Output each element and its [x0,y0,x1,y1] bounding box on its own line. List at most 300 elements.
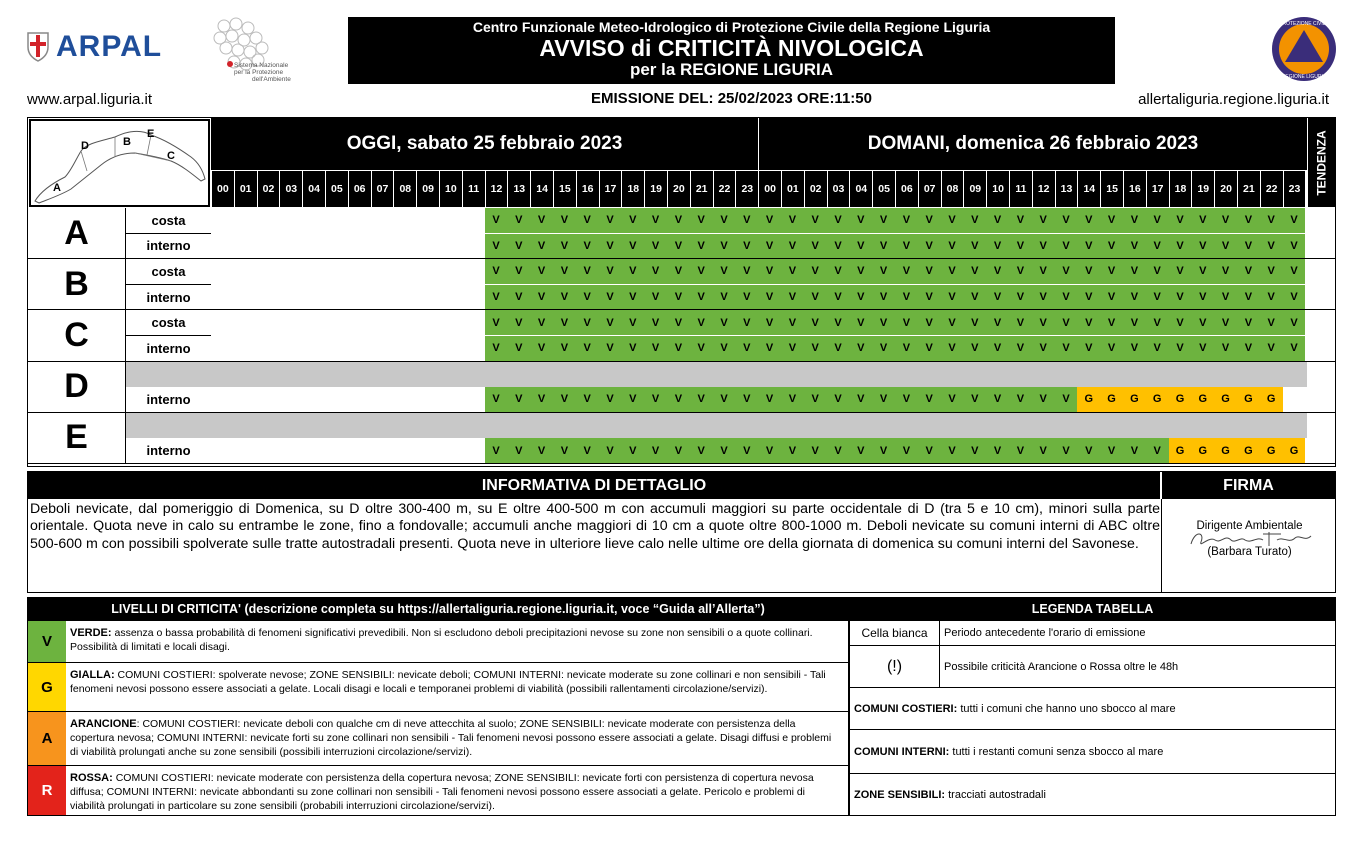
forecast-cell: V [1214,285,1237,310]
forecast-cell: V [895,234,918,259]
forecast-cell: V [485,310,508,335]
forecast-cell: V [1146,310,1169,335]
forecast-cell [279,259,302,284]
forecast-cell: V [1009,208,1032,233]
forecast-cell: V [576,310,599,335]
forecast-cell: V [735,336,758,361]
forecast-cell [371,285,394,310]
forecast-cell: V [735,234,758,259]
forecast-row [211,259,1307,284]
firma-heading: FIRMA [1162,472,1335,499]
forecast-cell [439,336,462,361]
forecast-cell: V [1123,208,1146,233]
forecast-cell [211,438,234,463]
forecast-cell: V [667,208,690,233]
forecast-cell [416,234,439,259]
forecast-cell: V [1283,259,1306,284]
forecast-cell: V [1032,285,1055,310]
forecast-cell [393,285,416,310]
forecast-cell: V [553,438,576,463]
forecast-cell [462,438,485,463]
forecast-cell [439,259,462,284]
forecast-cell: V [507,387,530,412]
hour-header: 09 [416,171,439,207]
forecast-cell: V [1077,310,1100,335]
forecast-cell: V [1032,259,1055,284]
legend-key: COMUNI INTERNI: [854,745,950,758]
level-row [27,766,849,816]
hour-header: 04 [302,171,325,207]
forecast-cell: V [895,285,918,310]
day-tomorrow: DOMANI, domenica 26 febbraio 2023 [759,118,1307,170]
forecast-cell [257,310,280,335]
forecast-cell: G [1077,387,1100,412]
hour-header: 14 [530,171,553,207]
forecast-cell: V [1169,234,1192,259]
forecast-cell [348,438,371,463]
forecast-cell: V [485,259,508,284]
level-code: A [28,712,66,765]
forecast-cell: V [918,259,941,284]
forecast-cell [439,310,462,335]
forecast-cell: V [485,438,508,463]
hour-header: 11 [1009,171,1032,207]
svg-text:B: B [123,136,131,148]
forecast-cell: V [1055,387,1078,412]
forecast-cell: V [758,259,781,284]
forecast-cell: V [827,336,850,361]
forecast-cell: V [918,336,941,361]
forecast-cell: V [735,310,758,335]
forecast-cell: V [690,208,713,233]
forecast-row [211,336,1307,361]
forecast-cell: V [667,285,690,310]
forecast-cell: V [530,387,553,412]
title-banner [348,17,1115,84]
forecast-cell [325,438,348,463]
level-text: assenza o bassa probabilità di fenomeni significativi prevedibili. Non si escludono deboli precipitazioni nevose su zone non sensibili o a quote collinari. Possibilità di limitati e locali disagi. [70,627,813,654]
forecast-cell: V [804,438,827,463]
level-text: COMUNI COSTIERI: nevicate moderate con persistenza della copertura nevosa; ZONE SENSIBILI: nevicate forti con persistenza di copertura nevosa diffusa; COMUNI INTERNI: nevicate abbondanti su zone collinari non sensibili - Tali fenomeni nevosi possono essere associati a gelate. Pericolo e problemi di viabilità prolungati in particolare su zone sensibili (probabili interruzioni circolazione/servizi). [70,772,814,813]
forecast-cell: V [1123,310,1146,335]
forecast-cell: V [804,208,827,233]
forecast-cell: V [507,310,530,335]
forecast-cell: V [644,285,667,310]
hour-header: 01 [781,171,804,207]
forecast-cell: V [872,285,895,310]
zone-subarea-label: costa [126,310,211,336]
title-line-3: per la REGIONE LIGURIA [629,60,834,79]
forecast-cell [211,208,234,233]
svg-text:REGIONE LIGURIA: REGIONE LIGURIA [1281,74,1327,80]
forecast-cell: V [1146,285,1169,310]
forecast-cell: V [621,438,644,463]
forecast-cell [234,438,257,463]
forecast-cell: V [872,336,895,361]
forecast-cell: V [1169,208,1192,233]
legend-key: COMUNI COSTIERI: [854,702,958,715]
forecast-cell: V [599,259,622,284]
hour-header: 00 [758,171,781,207]
forecast-cell: G [1260,438,1283,463]
forecast-cell: V [621,336,644,361]
forecast-cell [393,310,416,335]
forecast-cell [257,208,280,233]
hour-header: 23 [1283,171,1306,207]
forecast-cell: V [1032,310,1055,335]
grey-row [126,362,1307,388]
svg-text:Sistema Nazionale: Sistema Nazionale [234,62,289,69]
forecast-cell: V [941,310,964,335]
zone-subarea-label: interno [126,285,211,311]
forecast-cell: G [1169,387,1192,412]
forecast-cell [302,285,325,310]
svg-text:A: A [53,182,61,194]
forecast-cell: V [963,336,986,361]
forecast-cell: V [485,336,508,361]
svg-text:E: E [147,128,155,140]
forecast-cell: V [507,336,530,361]
forecast-cell: G [1146,387,1169,412]
forecast-cell: V [1283,234,1306,259]
forecast-cell: V [1260,234,1283,259]
hour-header: 12 [1032,171,1055,207]
forecast-cell: V [1100,310,1123,335]
forecast-cell: V [1009,336,1032,361]
forecast-cell: V [507,285,530,310]
forecast-cell: V [690,310,713,335]
title-line-2: AVVISO di CRITICITÀ NIVOLOGICA [539,35,924,61]
hour-header: 20 [667,171,690,207]
forecast-cell [1283,387,1306,412]
forecast-cell: V [1146,336,1169,361]
forecast-cell: G [1191,438,1214,463]
forecast-cell: V [1055,310,1078,335]
forecast-cell: V [1260,208,1283,233]
forecast-cell: V [1191,285,1214,310]
forecast-cell [393,438,416,463]
forecast-cell: V [941,259,964,284]
level-description [66,712,848,765]
forecast-cell: V [941,234,964,259]
forecast-cell: V [713,208,736,233]
forecast-cell: V [849,259,872,284]
arpal-logo [26,30,162,64]
forecast-cell [462,310,485,335]
info-text: Deboli nevicate, dal pomeriggio di Domenica, su D oltre 300-400 m, su E oltre 400-500 m con accumuli maggiori su parte occidentale di D (tra 5 e 10 cm), minori sulla parte orientale. Quota neve in calo su entrambe le zone, fino a fondovalle; accumuli anche maggiori di 10 cm a quote oltre 800-1000 m. Deboli nevicate su comuni interni di ABC oltre 500-600 m con possibili spolverate sulle tratte autostradali presenti. Quota neve in ulteriore lieve calo nelle ultime ore della giornata di domenica su comuni interni del Savonese. [30,501,1160,552]
protezione-civile-logo [1271,16,1337,82]
forecast-cell: V [1055,336,1078,361]
forecast-cell: V [553,259,576,284]
snpa-logo [212,16,322,82]
zone-subarea-label: interno [126,336,211,362]
forecast-cell: V [644,387,667,412]
forecast-cell [234,336,257,361]
forecast-cell: V [1169,285,1192,310]
forecast-row [211,438,1307,463]
svg-text:C: C [167,150,175,162]
forecast-cell [348,336,371,361]
forecast-cell: V [667,259,690,284]
hour-header: 05 [325,171,348,207]
forecast-cell: V [507,208,530,233]
forecast-cell [416,387,439,412]
forecast-cell [325,285,348,310]
forecast-cell [279,387,302,412]
zone-subarea-label: costa [126,259,211,285]
forecast-cell: V [553,336,576,361]
allerta-url[interactable]: allertaliguria.regione.liguria.it [1138,91,1329,108]
forecast-cell: V [895,336,918,361]
forecast-cell [257,234,280,259]
forecast-cell [211,336,234,361]
forecast-cell: V [644,438,667,463]
hour-header: 16 [1123,171,1146,207]
forecast-cell: V [1032,336,1055,361]
forecast-cell: V [781,336,804,361]
forecast-cell: V [849,438,872,463]
forecast-cell: V [849,285,872,310]
forecast-cell [279,438,302,463]
forecast-cell [462,336,485,361]
forecast-cell: V [827,285,850,310]
forecast-cell: V [986,438,1009,463]
forecast-cell: V [918,310,941,335]
forecast-cell: V [599,336,622,361]
forecast-cell: V [918,208,941,233]
forecast-cell: V [1032,234,1055,259]
forecast-cell: V [713,438,736,463]
forecast-cell: V [1077,285,1100,310]
forecast-cell: V [781,438,804,463]
hour-header: 18 [621,171,644,207]
forecast-cell [439,285,462,310]
forecast-cell [302,438,325,463]
forecast-cell: V [963,208,986,233]
forecast-cell: V [1032,208,1055,233]
hour-header: 21 [1237,171,1260,207]
forecast-row [211,234,1307,259]
forecast-cell: V [690,285,713,310]
forecast-cell: V [758,438,781,463]
forecast-cell: V [1283,310,1306,335]
forecast-cell [462,234,485,259]
forecast-cell: V [1123,285,1146,310]
forecast-cell: V [827,208,850,233]
hour-header: 22 [713,171,736,207]
forecast-cell: G [1123,387,1146,412]
forecast-cell: V [895,310,918,335]
forecast-cell: V [941,285,964,310]
forecast-cell: V [1055,234,1078,259]
forecast-cell [393,336,416,361]
forecast-cell: V [918,234,941,259]
forecast-cell: V [781,234,804,259]
level-description [66,621,848,662]
forecast-cell: V [667,336,690,361]
forecast-cell [416,310,439,335]
forecast-cell: V [553,285,576,310]
forecast-cell [416,208,439,233]
forecast-cell [371,259,394,284]
forecast-cell: V [621,234,644,259]
forecast-cell: V [1009,234,1032,259]
forecast-cell: V [1146,208,1169,233]
hour-header: 14 [1077,171,1100,207]
forecast-cell: V [1055,208,1078,233]
forecast-cell: V [827,234,850,259]
forecast-cell: V [576,208,599,233]
forecast-cell [462,387,485,412]
forecast-cell: V [849,234,872,259]
forecast-cell: V [735,285,758,310]
forecast-cell [371,234,394,259]
forecast-cell: V [1283,336,1306,361]
forecast-cell: V [804,387,827,412]
legend-criticita [849,646,1336,688]
hour-header: 07 [371,171,394,207]
hour-header: 23 [735,171,758,207]
forecast-cell: V [1214,336,1237,361]
forecast-cell: V [530,285,553,310]
hour-header: 12 [485,171,508,207]
forecast-cell [416,285,439,310]
hour-header: 04 [849,171,872,207]
forecast-cell: V [986,234,1009,259]
forecast-cell [302,259,325,284]
forecast-cell [348,387,371,412]
hour-header: 15 [1100,171,1123,207]
forecast-cell: V [1260,285,1283,310]
emission-date: EMISSIONE DEL: 25/02/2023 ORE:11:50 [591,90,872,107]
forecast-cell [302,310,325,335]
hour-header: 05 [872,171,895,207]
hour-header: 21 [690,171,713,207]
level-row [27,712,849,766]
level-code: G [28,663,66,711]
svg-text:D: D [81,140,89,152]
forecast-cell: V [576,234,599,259]
forecast-cell [462,259,485,284]
legend-cella-bianca [849,621,1336,646]
forecast-cell: V [713,234,736,259]
forecast-cell: V [1191,310,1214,335]
forecast-cell: V [1077,438,1100,463]
hour-header: 17 [1146,171,1169,207]
forecast-cell: V [599,285,622,310]
forecast-row [211,387,1307,412]
forecast-cell: V [849,310,872,335]
forecast-cell: V [895,208,918,233]
forecast-cell [371,310,394,335]
hour-header: 02 [804,171,827,207]
zone-letter: D [28,362,126,413]
forecast-cell [371,438,394,463]
forecast-cell: V [781,259,804,284]
forecast-cell: G [1237,387,1260,412]
forecast-cell [348,208,371,233]
forecast-cell [211,387,234,412]
forecast-cell: V [530,310,553,335]
forecast-cell: V [644,310,667,335]
legend-key: (!) [850,646,940,687]
level-code: V [28,621,66,662]
forecast-cell: V [1009,387,1032,412]
forecast-cell: V [918,285,941,310]
forecast-cell: V [1237,285,1260,310]
legend-heading: LEGENDA TABELLA [849,597,1336,621]
forecast-cell: V [758,336,781,361]
forecast-cell: V [507,259,530,284]
arpal-url[interactable]: www.arpal.liguria.it [27,91,153,108]
svg-text:dell'Ambiente: dell'Ambiente [252,76,291,82]
level-text: : COMUNI COSTIERI: nevicate deboli con qualche cm di neve attecchita al suolo; ZONE SENSIBILI: nevicate moderate con persistenza della copertura nevosa; COMUNI INTERNI: nevicate forti su zone collinari non sensibili - Tali fenomeni nevosi possono essere associati a gelate. Disagi diffusi e problemi di viabilità prolungati anche su zone sensibili (possibili interruzioni circolazione/servizi). [70,718,832,759]
forecast-cell: V [530,259,553,284]
forecast-cell [302,336,325,361]
forecast-cell [325,310,348,335]
forecast-cell [257,438,280,463]
forecast-cell: V [1260,310,1283,335]
forecast-cell: V [849,336,872,361]
level-title: ARANCIONE [70,718,137,730]
forecast-cell: V [1237,259,1260,284]
forecast-cell: V [667,387,690,412]
zone-letter: E [28,413,126,464]
forecast-cell: V [941,336,964,361]
forecast-cell: V [1214,208,1237,233]
forecast-cell: V [553,310,576,335]
forecast-cell: V [1123,234,1146,259]
forecast-cell: V [986,259,1009,284]
forecast-cell [393,234,416,259]
forecast-cell: V [713,285,736,310]
forecast-cell: V [1283,285,1306,310]
forecast-cell: V [599,387,622,412]
forecast-cell [211,259,234,284]
forecast-cell: V [1055,438,1078,463]
forecast-cell [371,208,394,233]
legend-comuni-costieri [849,688,1336,730]
forecast-cell: V [485,387,508,412]
forecast-cell: V [1077,259,1100,284]
forecast-cell: G [1169,438,1192,463]
liguria-crest-icon [26,31,50,63]
level-text: COMUNI COSTIERI: spolverate nevose; ZONE SENSIBILI: nevicate deboli; COMUNI INTERNI: nevicate moderate su zone collinari e non sensibili - Tali fenomeni nevosi possono essere associati a gelate. Locali disagi e locali e temporanei problemi di viabilità (possibili rallentamenti circolazione/servizi). [70,669,826,696]
hour-header: 16 [576,171,599,207]
forecast-cell: V [827,387,850,412]
level-code: R [28,766,66,815]
forecast-cell: V [827,259,850,284]
forecast-cell [211,310,234,335]
hour-header: 00 [211,171,234,207]
forecast-cell: V [941,208,964,233]
forecast-cell: V [827,310,850,335]
forecast-row [211,285,1307,310]
forecast-cell: V [1260,259,1283,284]
forecast-cell: V [621,285,644,310]
forecast-cell: V [804,336,827,361]
hour-header: 17 [599,171,622,207]
hour-header: 15 [553,171,576,207]
level-title: VERDE: [70,627,112,639]
forecast-cell: V [507,234,530,259]
forecast-cell: V [963,387,986,412]
info-heading: INFORMATIVA DI DETTAGLIO [28,472,1160,499]
forecast-cell [234,310,257,335]
forecast-cell: V [1237,310,1260,335]
svg-text:per la Protezione: per la Protezione [234,69,284,76]
hour-header: 08 [941,171,964,207]
